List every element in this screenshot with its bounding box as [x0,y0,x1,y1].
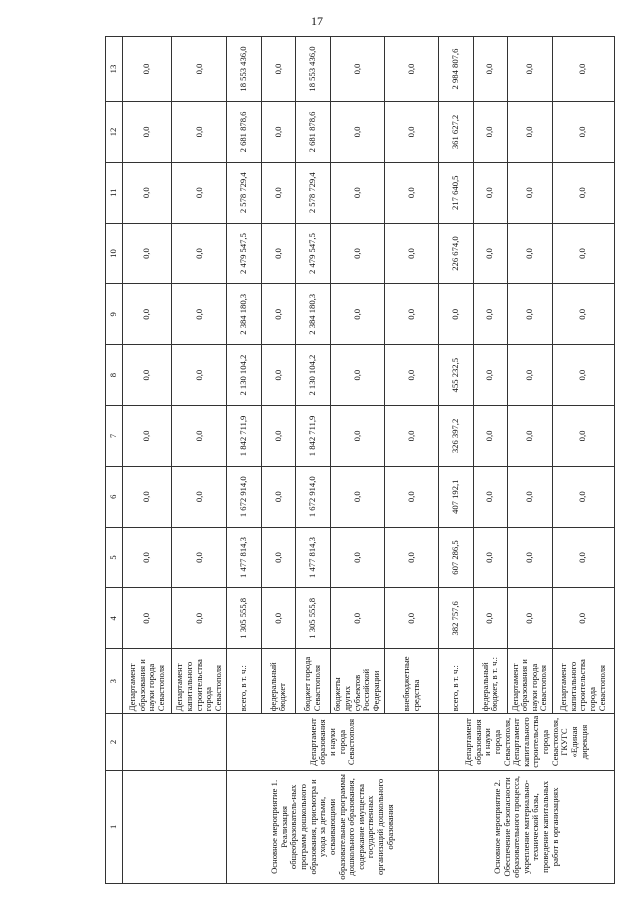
col-header: 13 [106,37,123,102]
amount-cell: 226 674,0 [439,223,473,284]
amount-cell: 0,0 [508,37,553,102]
col-header: 2 [106,714,123,771]
amount-cell: 0,0 [123,466,172,527]
amount-cell: 0,0 [261,223,295,284]
executor-cell: Департамент образования и науки города Севастополя [227,714,439,771]
amount-cell: 0,0 [261,102,295,163]
col-header: 9 [106,284,123,345]
amount-cell: 18 553 436,0 [296,37,330,102]
amount-cell: 0,0 [385,527,439,588]
amount-cell: 0,0 [385,102,439,163]
amount-cell: 0,0 [552,162,614,223]
amount-cell: 18 553 436,0 [227,37,261,102]
amount-cell: 0,0 [172,223,227,284]
amount-cell: 0,0 [385,162,439,223]
amount-cell: 0,0 [123,527,172,588]
funding-source-cell: федеральный бюджет, в т. ч.: [473,649,507,714]
funding-source-cell: Департамент образования и науки города Севастополя [123,649,172,714]
amount-cell: 0,0 [261,406,295,467]
amount-cell: 217 640,5 [439,162,473,223]
col-header: 12 [106,102,123,163]
amount-cell: 0,0 [123,284,172,345]
amount-cell: 0,0 [508,162,553,223]
funding-source-cell: всего, в т. ч.: [439,649,473,714]
funding-source-cell: всего, в т. ч.: [227,649,261,714]
amount-cell: 0,0 [172,466,227,527]
amount-cell: 1 672 914,0 [227,466,261,527]
funding-source-cell: внебюджетные средства [385,649,439,714]
amount-cell: 0,0 [385,345,439,406]
amount-cell: 0,0 [385,37,439,102]
table-row [439,37,473,884]
amount-cell: 0,0 [439,284,473,345]
amount-cell: 0,0 [552,588,614,649]
amount-cell: 2 984 807,6 [439,37,473,102]
funding-source-cell: Департамент капитального строительства города Севастополя [172,649,227,714]
rotated-table [105,36,615,884]
col-header: 8 [106,345,123,406]
table-body [123,37,615,884]
amount-cell: 0,0 [508,406,553,467]
amount-cell: 0,0 [330,406,385,467]
amount-cell: 2 681 878,6 [296,102,330,163]
amount-cell: 0,0 [123,345,172,406]
amount-cell: 0,0 [473,102,507,163]
amount-cell: 0,0 [473,345,507,406]
amount-cell: 407 192,1 [439,466,473,527]
amount-cell: 0,0 [172,284,227,345]
amount-cell: 0,0 [552,102,614,163]
amount-cell: 0,0 [508,284,553,345]
amount-cell: 0,0 [385,406,439,467]
col-header: 7 [106,406,123,467]
amount-cell: 0,0 [261,466,295,527]
amount-cell: 0,0 [261,284,295,345]
amount-cell: 0,0 [508,588,553,649]
amount-cell: 361 627,2 [439,102,473,163]
amount-cell: 2 130 104,2 [296,345,330,406]
amount-cell: 0,0 [172,102,227,163]
amount-cell: 0,0 [330,284,385,345]
amount-cell: 2 578 729,4 [227,162,261,223]
amount-cell: 0,0 [473,223,507,284]
amount-cell: 1 305 555,8 [296,588,330,649]
executor-cell: Департамент образования и науки города Севастополя, Департамент капитального строительства города Севастополя, ГКУГС «Единая дирекция [439,714,615,771]
table-row [227,37,261,884]
amount-cell: 0,0 [552,406,614,467]
activity-name-cell [123,770,227,883]
amount-cell: 0,0 [123,588,172,649]
amount-cell: 0,0 [330,466,385,527]
amount-cell: 0,0 [473,284,507,345]
amount-cell: 0,0 [552,284,614,345]
amount-cell: 0,0 [473,162,507,223]
amount-cell: 0,0 [473,588,507,649]
funding-source-cell: Департамент капитального строительства города Севастополя [552,649,614,714]
amount-cell: 0,0 [172,588,227,649]
amount-cell: 1 842 711,9 [296,406,330,467]
amount-cell: 0,0 [552,37,614,102]
amount-cell: 0,0 [261,588,295,649]
amount-cell: 0,0 [508,223,553,284]
amount-cell: 1 305 555,8 [227,588,261,649]
funding-source-cell: федеральный бюджет [261,649,295,714]
amount-cell: 0,0 [123,406,172,467]
amount-cell: 0,0 [330,527,385,588]
amount-cell: 0,0 [552,466,614,527]
col-header: 10 [106,223,123,284]
header-row [106,37,123,884]
amount-cell: 0,0 [508,102,553,163]
amount-cell: 0,0 [172,162,227,223]
col-header: 3 [106,649,123,714]
col-header: 6 [106,466,123,527]
amount-cell: 0,0 [330,37,385,102]
amount-cell: 0,0 [172,527,227,588]
amount-cell: 1 477 814,3 [296,527,330,588]
amount-cell: 2 479 547,5 [227,223,261,284]
col-header: 11 [106,162,123,223]
amount-cell: 607 286,5 [439,527,473,588]
col-header: 4 [106,588,123,649]
amount-cell: 0,0 [508,527,553,588]
amount-cell: 0,0 [330,102,385,163]
amount-cell: 0,0 [473,37,507,102]
amount-cell: 0,0 [552,527,614,588]
amount-cell: 0,0 [385,466,439,527]
amount-cell: 0,0 [123,37,172,102]
table-row [123,37,172,884]
amount-cell: 0,0 [552,345,614,406]
budget-table [105,36,615,884]
amount-cell: 0,0 [508,345,553,406]
amount-cell: 382 757,6 [439,588,473,649]
amount-cell: 0,0 [385,223,439,284]
funding-source-cell: бюджеты других субъектов Российской Федерации [330,649,385,714]
amount-cell: 0,0 [330,345,385,406]
amount-cell: 0,0 [123,162,172,223]
amount-cell: 1 672 914,0 [296,466,330,527]
amount-cell: 0,0 [473,466,507,527]
amount-cell: 455 232,5 [439,345,473,406]
page-number: 17 [311,14,323,28]
amount-cell: 0,0 [123,223,172,284]
funding-source-cell: Департамент образования и науки города Севастополя [508,649,553,714]
amount-cell: 0,0 [172,37,227,102]
amount-cell: 0,0 [473,406,507,467]
amount-cell: 2 384 180,3 [227,284,261,345]
amount-cell: 0,0 [123,102,172,163]
amount-cell: 2 130 104,2 [227,345,261,406]
amount-cell: 326 397,2 [439,406,473,467]
amount-cell: 0,0 [172,406,227,467]
col-header: 5 [106,527,123,588]
amount-cell: 2 384 180,3 [296,284,330,345]
amount-cell: 0,0 [330,223,385,284]
rotated-table-frame [105,36,615,884]
executor-cell [123,714,227,771]
col-header: 1 [106,770,123,883]
funding-source-cell: бюджет города Севастополя [296,649,330,714]
activity-name-cell: Основное мероприятие 1. Реализация общеобразователь-ных программ дошкольного образования, присмотра и ухода за детьми, осваивающими образовательные программы дошкольного образования, содержание имущества государственных организаций дошкольного образования [227,770,439,883]
amount-cell: 0,0 [385,588,439,649]
amount-cell: 0,0 [330,162,385,223]
amount-cell: 1 842 711,9 [227,406,261,467]
amount-cell: 0,0 [261,345,295,406]
amount-cell: 0,0 [330,588,385,649]
amount-cell: 0,0 [508,466,553,527]
amount-cell: 2 578 729,4 [296,162,330,223]
amount-cell: 0,0 [172,345,227,406]
activity-name-cell: Основное мероприятие 2. Обеспечение безопасности образовательного процесса, укрепление материально-технической базы, проведение капитальных работ в организациях [439,770,615,883]
amount-cell: 2 479 547,5 [296,223,330,284]
amount-cell: 2 681 878,6 [227,102,261,163]
amount-cell: 0,0 [261,162,295,223]
amount-cell: 0,0 [261,37,295,102]
amount-cell: 0,0 [385,284,439,345]
amount-cell: 0,0 [552,223,614,284]
amount-cell: 1 477 814,3 [227,527,261,588]
amount-cell: 0,0 [473,527,507,588]
amount-cell: 0,0 [261,527,295,588]
